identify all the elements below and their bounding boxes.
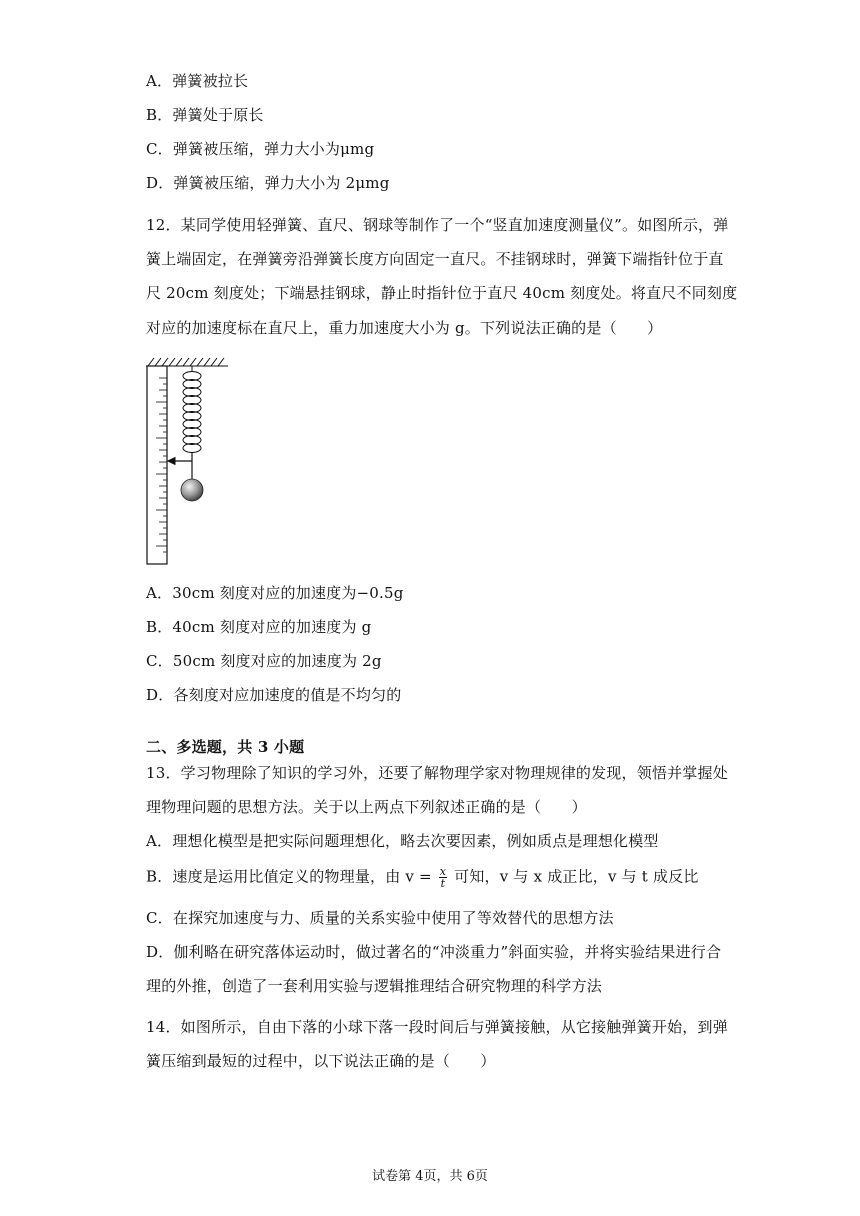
q13-option-a: A．理想化模型是把实际问题理想化，略去次要因素，例如质点是理想化模型	[146, 832, 659, 850]
q12-option-a: A．30cm 刻度对应的加速度为−0.5g	[146, 584, 404, 602]
q12-option-b: B．40cm 刻度对应的加速度为 g	[146, 618, 372, 636]
q12-option-c: C．50cm 刻度对应的加速度为 2g	[146, 652, 382, 670]
q13-option-d-line-1: D．伽利略在研究落体运动时，做过著名的“冲淡重力”斜面实验，并将实验结果进行合	[146, 943, 722, 961]
q11-option-b: B．弹簧处于原长	[146, 106, 264, 124]
q12-stem-line-2: 簧上端固定，在弹簧旁沿弹簧长度方向固定一直尺。不挂钢球时，弹簧下端指针位于直	[146, 250, 724, 268]
q12-stem-line-3: 尺 20cm 刻度处；下端悬挂钢球，静止时指针位于直尺 40cm 刻度处。将直尺不同刻度	[146, 284, 738, 302]
q12-option-d: D．各刻度对应加速度的值是不均匀的	[146, 686, 402, 704]
fraction-denominator: t	[440, 877, 446, 890]
q14-stem-line-1: 14．如图所示，自由下落的小球下落一段时间后与弹簧接触，从它接触弹簧开始，到弹	[146, 1018, 728, 1036]
q13-option-d-line-2: 理的外推，创造了一套利用实验与逻辑推理结合研究物理的科学方法	[146, 977, 603, 995]
page-footer: 试卷第 4页，共 6页	[372, 1169, 488, 1184]
q13-option-b-suffix: 可知，v 与 x 成正比，v 与 t 成反比	[454, 867, 699, 886]
ceiling-hatch	[146, 358, 228, 366]
q13-option-b	[146, 866, 699, 889]
pointer-arrow	[168, 458, 192, 465]
q12-stem-line-4: 对应的加速度标在直尺上，重力加速度大小为 g。下列说法正确的是（ ）	[146, 319, 663, 337]
q11-option-c: C．弹簧被压缩，弹力大小为μmg	[146, 140, 375, 158]
section-heading-multiple-choice: 二、多选题，共 3 小题	[146, 738, 305, 756]
steel-ball	[181, 479, 203, 501]
q13-option-c: C．在探究加速度与力、质量的关系实验中使用了等效替代的思想方法	[146, 909, 614, 927]
spring	[183, 372, 201, 453]
velocity-fraction	[439, 866, 447, 889]
q13-stem-line-1: 13．学习物理除了知识的学习外，还要了解物理学家对物理规律的发现，领悟并掌握处	[146, 764, 728, 782]
q11-option-a: A．弹簧被拉长	[146, 72, 249, 90]
q14-stem-line-2: 簧压缩到最短的过程中，以下说法正确的是（ ）	[146, 1052, 496, 1070]
spring-ruler-figure	[146, 356, 236, 568]
fraction-numerator: x	[439, 865, 447, 878]
q13-stem-line-2: 理物理问题的思想方法。关于以上两点下列叙述正确的是（ ）	[146, 798, 587, 816]
q13-option-b-prefix: B．速度是运用比值定义的物理量，由 v =	[146, 867, 432, 886]
q11-option-d: D．弹簧被压缩，弹力大小为 2μmg	[146, 174, 390, 192]
q12-stem-line-1: 12．某同学使用轻弹簧、直尺、钢球等制作了一个“竖直加速度测量仪”。如图所示，弹	[146, 216, 729, 234]
